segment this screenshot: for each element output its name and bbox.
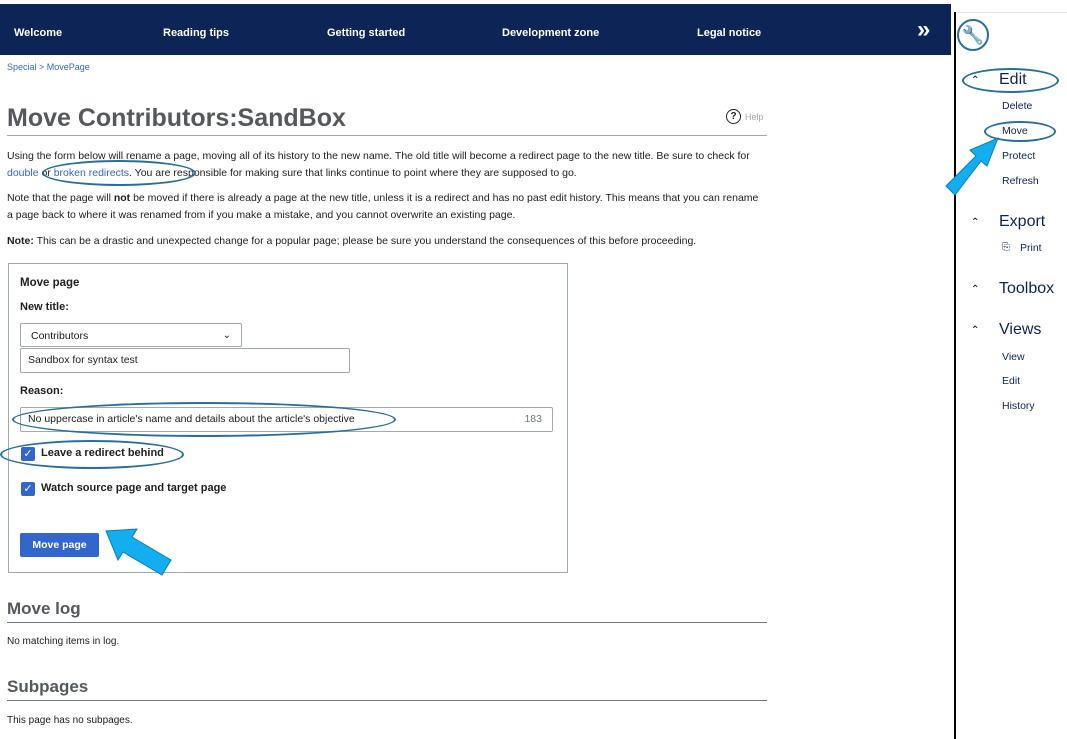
leave-redirect-checkbox[interactable]: ✓ — [21, 447, 35, 461]
nav-reading-tips[interactable]: Reading tips — [163, 27, 230, 39]
broken-redirects-link[interactable]: broken redirects — [53, 167, 130, 179]
toolbox-caret-icon[interactable]: ⌃ — [971, 284, 980, 295]
subpages-heading: Subpages — [7, 677, 89, 696]
nav-more-chevron-icon[interactable]: » — [917, 16, 931, 43]
subpages-text: This page has no subpages. — [7, 715, 133, 726]
reason-char-counter: 183 — [524, 413, 542, 425]
watch-checkbox[interactable]: ✓ — [21, 482, 35, 496]
sidebar-views-heading[interactable]: Views — [999, 321, 1042, 338]
printer-icon: ⎘ — [1002, 242, 1010, 253]
leave-redirect-label[interactable]: Leave a redirect behind — [41, 447, 164, 459]
new-title-value: Sandbox for syntax test — [28, 354, 138, 366]
views-caret-icon[interactable]: ⌃ — [971, 325, 980, 336]
note-emphasis: not — [113, 192, 131, 204]
move-log-text: No matching items in log. — [7, 636, 120, 647]
sidebar-view[interactable]: View — [1002, 351, 1025, 363]
sidebar-edit-heading[interactable]: Edit — [999, 71, 1027, 88]
tools-wrench-icon[interactable]: 🔧 — [957, 19, 989, 51]
sidebar-toolbox-heading[interactable]: Toolbox — [999, 280, 1055, 297]
note-text-b: be moved if there is already a page at the new title, unless it is a redirect and has no past edit history. This means that you can rename a page back to where it was renamed from if you make a mistake, and you cannot overwrite an existing page. — [7, 192, 759, 221]
warning-note — [7, 233, 767, 250]
reason-label: Reason: — [20, 385, 64, 397]
sidebar-delete[interactable]: Delete — [1002, 100, 1033, 112]
new-title-label: New title: — [20, 301, 69, 313]
watch-label[interactable]: Watch source page and target page — [41, 482, 227, 494]
nav-getting-started[interactable]: Getting started — [327, 27, 406, 39]
edit-caret-icon[interactable]: ⌃ — [971, 75, 980, 86]
top-navigation — [0, 4, 951, 55]
sidebar-views-edit[interactable]: Edit — [1002, 375, 1021, 387]
page-title: Move Contributors:SandBox — [7, 104, 346, 132]
help-icon: ? — [726, 109, 741, 124]
sidebar-move[interactable]: Move — [1002, 125, 1028, 137]
intro-text-b: . You are responsible for making sure that links continue to point where they are supposed to go. — [129, 167, 577, 179]
sidebar-refresh[interactable]: Refresh — [1002, 175, 1039, 187]
reason-value: No uppercase in article's name and details about the article's objective — [28, 413, 355, 425]
sidebar-export-heading[interactable]: Export — [999, 213, 1046, 230]
sidebar-print[interactable]: Print — [1020, 242, 1042, 254]
help-link[interactable] — [726, 109, 764, 124]
sidebar-border — [954, 12, 956, 739]
overwrite-note — [7, 190, 767, 224]
warning-label: Note: — [7, 235, 34, 247]
chevron-down-icon: ⌄ — [222, 330, 231, 341]
warning-text: This can be a drastic and unexpected change for a popular page; please be sure you understand the consequences of this before proceeding. — [36, 235, 697, 247]
form-legend: Move page — [20, 277, 80, 289]
help-label: Help — [745, 111, 764, 122]
new-title-input[interactable] — [20, 348, 350, 373]
export-caret-icon[interactable]: ⌃ — [971, 217, 980, 228]
nav-legal-notice[interactable]: Legal notice — [697, 27, 762, 39]
move-page-button[interactable]: Move page — [20, 533, 99, 557]
note-text-a: Note that the page will — [7, 192, 111, 204]
intro-paragraph — [7, 148, 767, 182]
subpages-divider — [7, 700, 767, 701]
move-log-divider — [7, 622, 767, 623]
title-divider — [7, 135, 767, 136]
namespace-value: Contributors — [31, 330, 89, 342]
namespace-select[interactable] — [20, 323, 242, 347]
move-log-heading: Move log — [7, 599, 81, 618]
sidebar-history[interactable]: History — [1002, 400, 1035, 412]
breadcrumb[interactable]: Special > MovePage — [7, 62, 90, 72]
double-redirects-link[interactable]: double — [7, 167, 39, 179]
intro-text-a: Using the form below will rename a page, moving all of its history to the new name. The old title will become a redirect page to the new title. Be sure to check for — [7, 150, 750, 162]
nav-welcome[interactable]: Welcome — [14, 27, 63, 39]
sidebar-top-rule — [956, 12, 1067, 13]
sidebar-protect[interactable]: Protect — [1002, 150, 1036, 162]
nav-development-zone[interactable]: Development zone — [502, 27, 600, 39]
reason-input[interactable] — [20, 407, 553, 432]
intro-or: or — [41, 167, 51, 179]
